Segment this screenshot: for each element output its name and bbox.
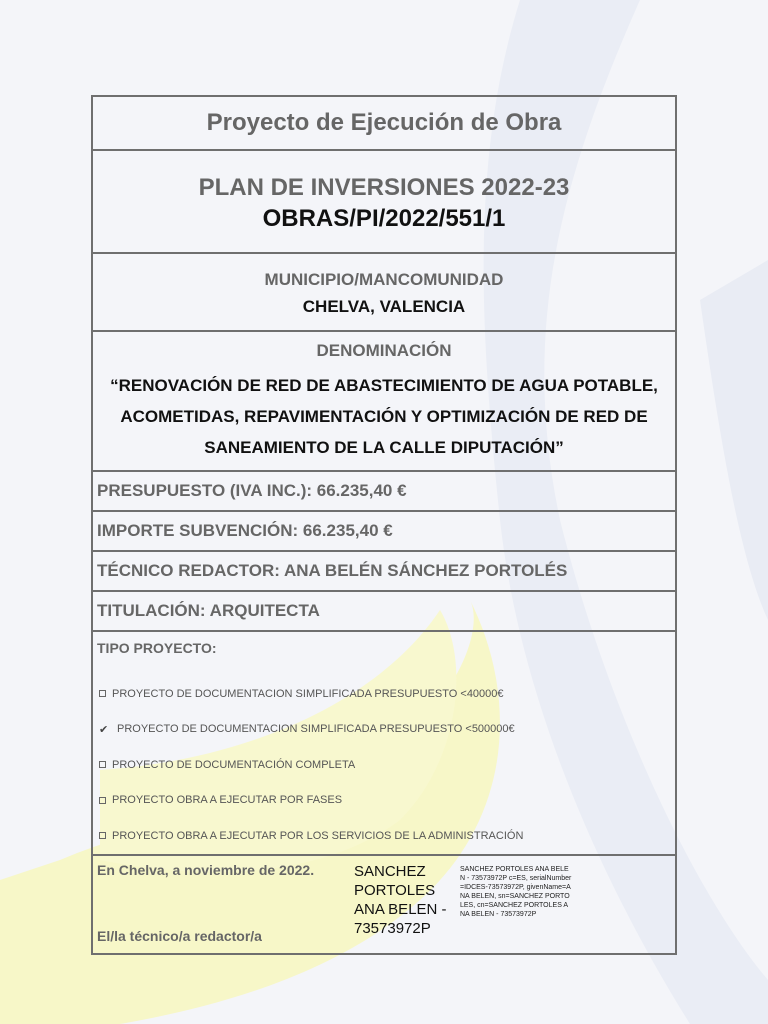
- place-date: En Chelva, a noviembre de 2022.: [97, 862, 315, 878]
- option-label: PROYECTO DE DOCUMENTACIÓN COMPLETA: [112, 758, 356, 771]
- presupuesto-text: PRESUPUESTO (IVA INC.): 66.235,40 €: [97, 481, 407, 500]
- title-row: [93, 97, 675, 151]
- tecnico-row: [93, 552, 675, 592]
- municipio-value: CHELVA, VALENCIA: [302, 297, 466, 316]
- checkbox-empty-icon: [99, 690, 106, 697]
- option-label: PROYECTO DE DOCUMENTACION SIMPLIFICADA PRESUPUESTO <500000€: [117, 723, 515, 736]
- checkbox-empty-icon: [99, 797, 106, 804]
- option-obra-por-fases[interactable]: [97, 783, 671, 819]
- tecnico-text: TÉCNICO REDACTOR: ANA BELÉN SÁNCHEZ PORTOLÉS: [97, 561, 568, 580]
- option-servicios-administracion[interactable]: [97, 818, 671, 854]
- checkbox-empty-icon: [99, 832, 106, 839]
- denominacion-label: DENOMINACIÓN: [316, 341, 452, 360]
- denominacion-text: “RENOVACIÓN DE RED DE ABASTECIMIENTO DE AGUA POTABLE, ACOMETIDAS, REPAVIMENTACIÓN Y OPTIMIZACIÓN DE RED DE SANEAMIENTO DE LA CALLE DIPUTACIÓN”: [110, 376, 658, 457]
- signer-role: El/la técnico/a redactor/a: [97, 928, 262, 944]
- option-label: PROYECTO OBRA A EJECUTAR POR FASES: [112, 794, 343, 807]
- presupuesto-row: [93, 472, 675, 512]
- option-simplificada-40000[interactable]: [97, 676, 671, 712]
- plan-reference: OBRAS/PI/2022/551/1: [262, 205, 506, 232]
- signature-row: [93, 856, 675, 953]
- digital-signature-name: SANCHEZ PORTOLES ANA BELEN - 73573972P: [354, 863, 447, 937]
- option-documentacion-completa[interactable]: [97, 747, 671, 783]
- checkbox-empty-icon: [99, 761, 106, 768]
- subvencion-row: [93, 512, 675, 552]
- option-label: PROYECTO DE DOCUMENTACION SIMPLIFICADA PRESUPUESTO <40000€: [112, 687, 504, 700]
- titulacion-text: TITULACIÓN: ARQUITECTA: [97, 601, 320, 620]
- plan-name: PLAN DE INVERSIONES 2022-23: [198, 174, 570, 201]
- tipo-proyecto-row: [93, 632, 675, 856]
- digital-signature-detail: SANCHEZ PORTOLES ANA BELEN - 73573972P c=ES, serialNumber=IDCES-73573972P, givenName=ANA BELEN, sn=SANCHEZ PORTOLES, cn=SANCHEZ PORTOLES ANA BELEN - 73573972P: [460, 866, 572, 918]
- tipo-proyecto-label: TIPO PROYECTO:: [97, 640, 217, 656]
- plan-row: [93, 151, 675, 254]
- document-title: Proyecto de Ejecución de Obra: [206, 109, 562, 136]
- option-simplificada-500000[interactable]: [97, 712, 671, 748]
- checkmark-icon: ✔: [99, 723, 109, 736]
- subvencion-text: IMPORTE SUBVENCIÓN: 66.235,40 €: [97, 521, 393, 540]
- municipio-label: MUNICIPIO/MANCOMUNIDAD: [264, 270, 504, 289]
- denominacion-row: [93, 332, 675, 472]
- project-cover-sheet: [91, 95, 677, 955]
- titulacion-row: [93, 592, 675, 632]
- municipio-row: [93, 254, 675, 332]
- option-label: PROYECTO OBRA A EJECUTAR POR LOS SERVICIOS DE LA ADMINISTRACIÓN: [112, 829, 524, 842]
